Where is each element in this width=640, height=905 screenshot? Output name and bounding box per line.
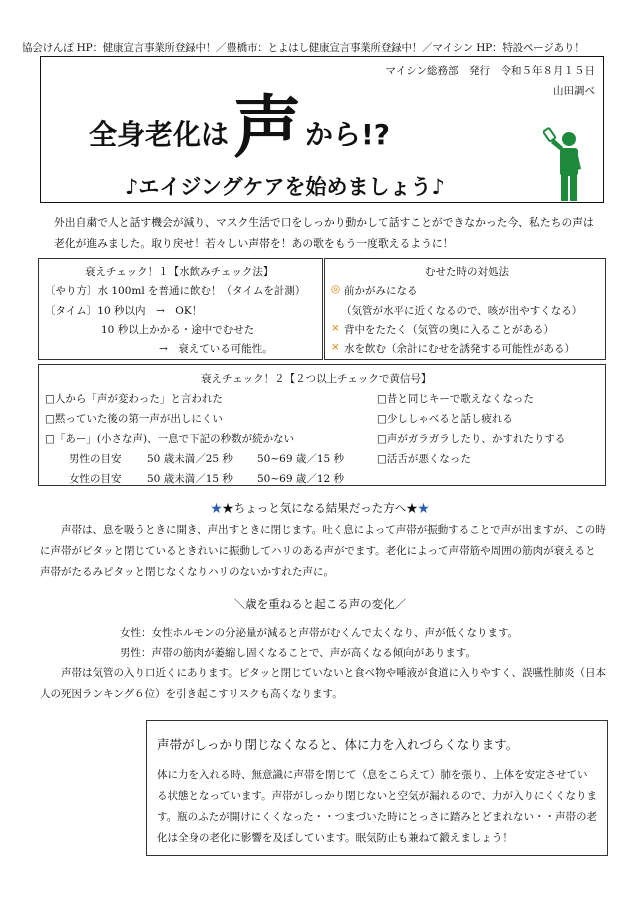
title-big-char: 声 [233, 89, 302, 168]
bottom-box-body: 体に力を入れる時、無意識に声帯を閉じて（息をこらえて）肺を張り、上体を安定させている状態となっています。声帯がしっかり閉じないと空気が漏れるので、力が入りにくくなります。瓶のふたが開けにくくなった・・つまづいた時にとっさに踏みとどまれない・・声帯の老化は全身の老化に影響を及ぼしています。眠気防止も兼ねて鍛えましょう！ [157, 769, 597, 844]
check2-left-item: □「あー」(小さな声)、一息で下記の秒数が続かない [45, 433, 295, 445]
check2-left-item: □黙っていた後の第一声が出しにくい [45, 413, 223, 425]
cross-icon: × [331, 322, 340, 334]
intro-paragraph: 外出自粛で人と話す機会が減り、マスク生活で口をしっかり動かして話すことができなかった今、私たちの声は老化が進みました。取り戻せ！若々しい声帯を！あの歌をもう一度歌えるように！ [54, 216, 594, 250]
title-part2: から!? [305, 118, 391, 151]
check2-right-item: □少ししゃべると話し疲れる [377, 413, 513, 425]
male-change: 男性：声帯の筋肉が萎縮し固くなることで、声が高くなる傾向があります。 [120, 647, 476, 659]
female-guide-under50: 50 歳未満／15 秒 [147, 473, 233, 485]
male-guide-label: 男性の目安 [69, 453, 122, 465]
top-banner-line: 協会けんぽ HP：健康宣言事業所登録中！／豊橋市：とよはし健康宣言事業所登録中！／マイシン HP：特設ページあり！ [22, 42, 585, 54]
result-heading [0, 500, 640, 516]
author-line: 山田調べ [553, 85, 595, 97]
check1-title: 衰えチェック！１【水飲みチェック法】 [85, 266, 274, 278]
choke-item1: 前かがみになる [344, 285, 418, 297]
check1-line1: 〔やり方〕水 100ml を普通に飲む！（タイムを計測） [45, 285, 306, 297]
male-guide-under50: 50 歳未満／25 秒 [147, 453, 233, 465]
result-paragraph: 声帯は、息を吸うときに開き、声出すときに閉じます。吐く息によって声帯が振動することで声が出ますが、この時に声帯がピタッと閉じているときれいに振動してハリのある声がでます。老化によって声帯筋や周囲の筋肉が衰えると声帯がたるみピタッと閉じなくなりハリのないかすれた声に。 [40, 524, 606, 578]
choke-item1-note: （気管が水平に近くなるので、咳が出やすくなる） [341, 305, 583, 317]
star-icon: ★ [417, 501, 430, 515]
check2-box [38, 364, 606, 486]
bottom-box-title: 声帯がしっかり閉じなくなると、体に力を入れづらくなります。 [157, 737, 519, 752]
result-heading-text: ★ちょっと気になる結果だった方へ★ [222, 501, 418, 515]
choke-item3: 水を飲む（余計にむせを誘発する可能性がある） [344, 343, 575, 355]
check1-line2: 〔タイム〕10 秒以内 → OK！ [45, 305, 203, 317]
star-icon: ★ [210, 501, 223, 515]
check1-box [38, 258, 323, 360]
check1-line3: 10 秒以上かかる・途中でむせた [101, 324, 255, 336]
female-guide-50-69: 50~69 歳／12 秒 [257, 473, 345, 485]
check2-right-item: □活舌が悪くなった [377, 453, 471, 465]
check2-right-item: □昔と同じキーで歌えなくなった [377, 393, 534, 405]
check2-left-item: □人から「声が変わった」と言われた [45, 393, 223, 405]
female-change: 女性：女性ホルモンの分泌量が減ると声帯がむくんで太くなり、声が低くなります。 [120, 627, 519, 639]
age-change-heading: ＼歳を重ねると起こる声の変化／ [233, 597, 407, 611]
bottom-info-box [146, 720, 608, 856]
page-title [89, 83, 391, 168]
choke-item2: 背中をたたく（気管の奥に入ることがある） [344, 324, 554, 336]
male-guide-50-69: 50~69 歳／15 秒 [257, 453, 345, 465]
aspiration-paragraph: 声帯は気管の入り口近くにあります。ピタッと閉じていないと食べ物や唾液が食道に入りやすく、誤嚥性肺炎（日本人の死因ランキング６位）を引き起こすリスクも高くなります。 [40, 667, 606, 700]
header-box [40, 56, 604, 203]
publisher-line: マイシン総務部 発行 令和５年８月１５日 [385, 65, 595, 77]
check2-right-item: □声がガラガラしたり、かすれたりする [377, 433, 566, 445]
choke-title: むせた時の対処法 [425, 266, 509, 278]
female-guide-label: 女性の目安 [69, 473, 122, 485]
choke-box [324, 258, 606, 360]
page-subtitle: ♪エイジングケアを始めましょう♪ [125, 175, 445, 199]
check1-line4: → 衰えている可能性。 [159, 343, 273, 355]
title-part1: 全身老化は [89, 118, 230, 151]
drinking-person-icon [543, 123, 589, 203]
check2-title: 衰えチェック！２【２つ以上チェックで黄信号】 [201, 373, 432, 385]
double-circle-icon: ◎ [331, 283, 341, 295]
cross-icon: × [331, 341, 340, 353]
